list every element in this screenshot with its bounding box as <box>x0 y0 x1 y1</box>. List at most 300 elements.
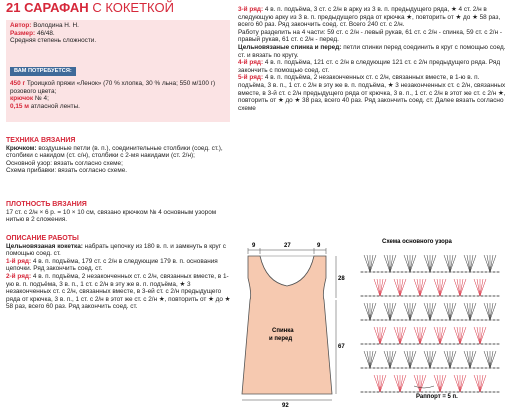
dc-stitch <box>430 351 436 368</box>
chain-stitch <box>401 367 404 369</box>
dc-stitch <box>474 375 480 392</box>
dc-stitch <box>460 327 466 344</box>
chain-stitch <box>457 343 460 345</box>
dc-stitch <box>410 351 413 368</box>
chain-stitch <box>421 295 424 297</box>
chain-stitch <box>465 319 468 321</box>
chain-stitch <box>401 343 404 345</box>
chain-stitch <box>365 295 368 297</box>
chain-stitch <box>457 319 460 321</box>
dc-stitch <box>427 255 430 272</box>
dc-stitch <box>470 303 476 320</box>
chain-stitch <box>365 271 368 273</box>
chain-stitch <box>401 271 404 273</box>
chain-stitch <box>373 367 376 369</box>
dc-stitch <box>470 255 473 272</box>
dc-stitch <box>467 255 470 272</box>
chain-stitch <box>481 391 484 393</box>
chain-stitch <box>421 319 424 321</box>
chain-stitch <box>405 271 408 273</box>
chain-stitch <box>361 391 364 393</box>
chain-stitch <box>385 391 388 393</box>
dc-stitch <box>454 327 460 344</box>
dc-stitch <box>437 375 440 392</box>
chain-stitch <box>477 367 480 369</box>
dc-stitch <box>404 303 410 320</box>
chain-stitch <box>421 367 424 369</box>
chain-stitch <box>465 271 468 273</box>
chain-stitch <box>373 343 376 345</box>
dc-stitch <box>490 303 493 320</box>
ribbon-amount: 0,15 м <box>10 102 29 110</box>
dc-stitch <box>420 375 426 392</box>
right-column <box>238 6 506 112</box>
dc-stitch <box>414 375 420 392</box>
dc-stitch <box>380 375 386 392</box>
chain-stitch <box>461 271 464 273</box>
chain-stitch <box>417 319 420 321</box>
dim-92: 92 <box>282 403 289 407</box>
dc-stitch <box>374 375 380 392</box>
chain-stitch <box>445 343 448 345</box>
author-value: Володина Н. Н. <box>33 22 79 29</box>
density-section <box>6 196 234 224</box>
chain-stitch <box>405 367 408 369</box>
chain-stitch <box>385 367 388 369</box>
page-title <box>6 0 174 15</box>
dc-stitch <box>374 327 380 344</box>
dc-stitch <box>460 375 463 392</box>
dc-stitch <box>394 279 400 296</box>
density-text: 17 ст. с 2/н × 6 р. = 10 × 10 см, связано крючком № 4 основным узором нитью в 2 сложения. <box>6 208 217 224</box>
chain-stitch <box>365 343 368 345</box>
chain-stitch <box>369 295 372 297</box>
dc-stitch <box>380 279 383 296</box>
dc-stitch <box>374 279 380 296</box>
dc-stitch <box>384 255 390 272</box>
chain-stitch <box>377 319 380 321</box>
label-back: Спинка <box>272 328 294 334</box>
dc-stitch <box>467 351 470 368</box>
dc-stitch <box>367 303 370 320</box>
dc-stitch <box>430 303 433 320</box>
chain-stitch <box>381 367 384 369</box>
dc-stitch <box>484 255 490 272</box>
dc-stitch <box>370 351 376 368</box>
body-label: Цельновязаные спинка и перед: <box>238 43 342 51</box>
dc-stitch <box>424 255 430 272</box>
chain-stitch <box>465 343 468 345</box>
dc-stitch <box>424 303 430 320</box>
chain-stitch <box>413 391 416 393</box>
garment-sketch <box>242 248 336 400</box>
chain-stitch <box>473 319 476 321</box>
chain-stitch <box>445 391 448 393</box>
chain-stitch <box>493 343 496 345</box>
chain-stitch <box>465 391 468 393</box>
chain-stitch <box>381 271 384 273</box>
title-name: САРАФАН <box>24 0 89 15</box>
dc-stitch <box>370 303 376 320</box>
chain-stitch <box>485 319 488 321</box>
chain-stitch <box>481 343 484 345</box>
chain-stitch <box>433 343 436 345</box>
dc-stitch <box>394 327 400 344</box>
dc-stitch <box>420 279 426 296</box>
dc-stitch <box>384 351 390 368</box>
chain-stitch <box>437 295 440 297</box>
chain-stitch <box>485 343 488 345</box>
dc-stitch <box>477 279 480 296</box>
chain-stitch <box>493 295 496 297</box>
chain-stitch <box>485 391 488 393</box>
dc-stitch <box>490 351 493 368</box>
chain-stitch <box>377 271 380 273</box>
dc-stitch <box>440 327 443 344</box>
chain-stitch <box>461 343 464 345</box>
chain-stitch <box>453 343 456 345</box>
technique-heading: ТЕХНИКА ВЯЗАНИЯ <box>6 137 76 144</box>
chain-stitch <box>365 391 368 393</box>
dc-stitch <box>464 303 470 320</box>
chain-stitch <box>497 295 500 297</box>
chain-stitch <box>473 391 476 393</box>
dc-stitch <box>367 351 370 368</box>
dc-stitch <box>400 279 403 296</box>
dc-stitch <box>364 351 370 368</box>
dc-stitch <box>434 327 440 344</box>
dc-stitch <box>490 255 496 272</box>
chain-stitch <box>425 343 428 345</box>
dc-stitch <box>364 303 370 320</box>
dc-stitch <box>470 351 476 368</box>
chain-stitch <box>397 295 400 297</box>
dc-stitch <box>370 303 373 320</box>
dc-stitch <box>410 303 413 320</box>
chain-stitch <box>493 271 496 273</box>
chain-stitch <box>469 391 472 393</box>
chain-stitch <box>457 391 460 393</box>
dc-stitch <box>390 351 396 368</box>
chain-stitch <box>373 295 376 297</box>
dc-stitch <box>467 303 470 320</box>
dc-stitch <box>460 279 463 296</box>
chain-stitch <box>425 271 428 273</box>
dc-stitch <box>417 327 420 344</box>
chain-stitch <box>497 343 500 345</box>
yarn-desc: Троицкой пряжи «Ленок» (70 % хлопка, 30 % льна; 550 м/100 г) розового цвета; <box>10 80 216 95</box>
dc-stitch <box>470 351 473 368</box>
dc-stitch <box>444 351 450 368</box>
chain-stitch <box>381 295 384 297</box>
figure-svg <box>238 236 506 407</box>
rapport-label: Раппорт = 5 п. <box>416 394 458 400</box>
dc-stitch <box>440 279 443 296</box>
dc-stitch <box>430 255 436 272</box>
chain-stitch <box>377 391 380 393</box>
row4-label: 4-й ряд: <box>238 59 264 67</box>
chain-stitch <box>377 343 380 345</box>
dc-stitch <box>380 375 383 392</box>
chain-stitch <box>361 271 364 273</box>
dc-stitch <box>474 327 480 344</box>
dc-stitch <box>487 351 490 368</box>
dim-67: 67 <box>338 344 345 350</box>
yoke-text: набрать цепочку из 180 в. п. и замкнуть в круг с помощью соед. ст. <box>6 242 226 258</box>
chain-stitch <box>489 343 492 345</box>
dc-stitch <box>437 327 440 344</box>
dc-stitch <box>484 351 490 368</box>
dc-stitch <box>397 327 400 344</box>
row2-text: 4 в. п. подъёма, 2 незаконченных ст. с 2/н, связанных вместе, в 1-ую в. п. подъёма, 3 в. п., 1 ст. с 2/н в эту же в. п. подъёма, ★ 3 незаконченных ст. с 2/н, связанных вместе, в 3-ей ст. с 2/н предыдущего ряда от крючка, 3 в. п., 1 ст. с 2/н в этот же ст. с 2/н ★, повторить от ★ до ★ 58 раз, всего 60 раз. Ряд закончить соед. ст. <box>6 272 231 311</box>
yoke-label: Цельновязаная кокетка: <box>6 242 83 250</box>
chain-stitch <box>453 319 456 321</box>
dc-stitch <box>437 279 440 296</box>
dc-stitch <box>420 327 423 344</box>
dc-stitch <box>484 303 490 320</box>
dc-stitch <box>450 255 453 272</box>
chain-stitch <box>413 343 416 345</box>
dc-stitch <box>380 327 383 344</box>
materials-badge: ВАМ ПОТРЕБУЕТСЯ: <box>10 67 76 76</box>
chain-stitch <box>445 295 448 297</box>
dc-stitch <box>410 351 416 368</box>
chain-stitch <box>361 367 364 369</box>
chain-stitch <box>481 295 484 297</box>
schema-title: Схема основного узора <box>382 239 452 245</box>
chain-stitch <box>477 391 480 393</box>
dc-stitch <box>464 255 470 272</box>
chain-stitch <box>401 319 404 321</box>
chain-stitch <box>433 295 436 297</box>
chain-stitch <box>393 391 396 393</box>
title-sub: С КОКЕТКОЙ <box>92 0 174 15</box>
chain-stitch <box>437 391 440 393</box>
chain-stitch <box>489 295 492 297</box>
dc-stitch <box>460 279 466 296</box>
chain-stitch <box>405 391 408 393</box>
chain-stitch <box>365 319 368 321</box>
chain-stitch <box>445 271 448 273</box>
dc-stitch <box>487 303 490 320</box>
chain-stitch <box>477 271 480 273</box>
dc-stitch <box>394 375 400 392</box>
chain-stitch <box>417 343 420 345</box>
dc-stitch <box>390 351 393 368</box>
chain-stitch <box>397 319 400 321</box>
dc-stitch <box>380 279 386 296</box>
chain-stitch <box>377 295 380 297</box>
dc-stitch <box>474 279 480 296</box>
dc-stitch <box>430 351 433 368</box>
chain-stitch <box>497 271 500 273</box>
dc-stitch <box>470 303 473 320</box>
chain-stitch <box>381 343 384 345</box>
hook-label: крючок <box>10 95 34 103</box>
figure-area <box>238 236 506 407</box>
chain-stitch <box>373 319 376 321</box>
dc-stitch <box>450 255 456 272</box>
dc-stitch <box>470 255 476 272</box>
chain-stitch <box>497 319 500 321</box>
dim-9-right: 9 <box>317 243 321 249</box>
chain-stitch <box>413 271 416 273</box>
dc-stitch <box>420 327 426 344</box>
chain-stitch <box>361 319 364 321</box>
row1-text: 4 в. п. подъёма, 179 ст. с 2/н в следующие 179 в. п. основания цепочки. Ряд закончить соед. ст. <box>6 257 218 273</box>
size-value: 46/48. <box>36 29 55 37</box>
chain-stitch <box>385 319 388 321</box>
chain-stitch <box>473 271 476 273</box>
chain-stitch <box>437 367 440 369</box>
dc-stitch <box>430 255 433 272</box>
dim-27: 27 <box>284 243 291 249</box>
chain-stitch <box>433 367 436 369</box>
chain-stitch <box>389 343 392 345</box>
chain-stitch <box>485 367 488 369</box>
row4-text: 4 в. п. подъёма, 121 ст. с 2/н в следующие 121 ст. с 2/н предыдущего ряда. Ряд закончить с помощью соед. ст. <box>238 59 501 74</box>
chain-stitch <box>441 295 444 297</box>
hook-size: № 4; <box>34 95 49 103</box>
dc-stitch <box>400 327 403 344</box>
dc-stitch <box>370 255 376 272</box>
chain-stitch <box>449 391 452 393</box>
chain-stitch <box>397 343 400 345</box>
dc-stitch <box>387 303 390 320</box>
chain-stitch <box>393 271 396 273</box>
dc-stitch <box>380 327 386 344</box>
dc-stitch <box>407 351 410 368</box>
yarn-amount: 450 г <box>10 80 26 87</box>
dc-stitch <box>417 375 420 392</box>
chain-stitch <box>385 271 388 273</box>
chain-stitch <box>481 367 484 369</box>
crochet-label: Крючком: <box>6 144 37 152</box>
dc-stitch <box>417 279 420 296</box>
chain-stitch <box>393 343 396 345</box>
dc-stitch <box>450 303 456 320</box>
chain-stitch <box>445 319 448 321</box>
chain-stitch <box>437 343 440 345</box>
dc-stitch <box>414 327 420 344</box>
dc-stitch <box>387 255 390 272</box>
dc-stitch <box>440 279 446 296</box>
chain-stitch <box>421 391 424 393</box>
chain-stitch <box>441 343 444 345</box>
chain-stitch <box>461 391 464 393</box>
dc-stitch <box>400 375 403 392</box>
chain-stitch <box>453 295 456 297</box>
dc-stitch <box>397 279 400 296</box>
chain-stitch <box>465 295 468 297</box>
description-section <box>6 230 234 311</box>
chain-stitch <box>433 271 436 273</box>
chain-stitch <box>453 391 456 393</box>
chain-stitch <box>441 271 444 273</box>
row3-text: 4 в. п. подъёма, 3 ст. с 2/н в арку из 3 в. п. предыдущего ряда, ★ 4 ст. 2/н в следующую арку из 3 в. п. предыдущего ряда от крючка ★, повторить от ★ до ★ 58 раз, всего 60 раз. Ряд закончить соед. ст. Всего 240 ст. с 2/н. <box>238 6 501 29</box>
chain-stitch <box>489 391 492 393</box>
chain-stitch <box>421 271 424 273</box>
dc-stitch <box>377 327 380 344</box>
dc-stitch <box>440 375 443 392</box>
chain-stitch <box>369 391 372 393</box>
chain-stitch <box>497 367 500 369</box>
chain-stitch <box>393 319 396 321</box>
dc-stitch <box>450 351 456 368</box>
chain-stitch <box>385 343 388 345</box>
dc-stitch <box>390 303 393 320</box>
chain-stitch <box>461 319 464 321</box>
dc-stitch <box>444 255 450 272</box>
dc-stitch <box>424 351 430 368</box>
chain-stitch <box>409 295 412 297</box>
chain-stitch <box>365 367 368 369</box>
dc-stitch <box>407 255 410 272</box>
chain-stitch <box>441 367 444 369</box>
dc-stitch <box>410 255 413 272</box>
dc-stitch <box>390 303 396 320</box>
chain-stitch <box>381 391 384 393</box>
dc-stitch <box>404 255 410 272</box>
chain-stitch <box>397 271 400 273</box>
dc-stitch <box>410 255 416 272</box>
dc-stitch <box>460 375 466 392</box>
dc-stitch <box>480 327 486 344</box>
row5-label: 5-й ряд: <box>238 74 264 82</box>
dc-stitch <box>457 375 460 392</box>
chain-stitch <box>497 391 500 393</box>
row1-label: 1-й ряд: <box>6 257 32 265</box>
chain-stitch <box>393 367 396 369</box>
difficulty: Средняя степень сложности. <box>10 37 97 45</box>
dc-stitch <box>367 255 370 272</box>
chain-stitch <box>433 319 436 321</box>
chain-stitch <box>473 295 476 297</box>
chain-stitch <box>405 343 408 345</box>
materials-list <box>10 80 226 110</box>
pattern-number: 21 <box>6 0 21 15</box>
chain-stitch <box>425 391 428 393</box>
chain-stitch <box>449 295 452 297</box>
chain-stitch <box>473 343 476 345</box>
dc-stitch <box>444 303 450 320</box>
dc-stitch <box>364 255 370 272</box>
chain-stitch <box>409 343 412 345</box>
chain-stitch <box>417 367 420 369</box>
dc-stitch <box>414 279 420 296</box>
chain-stitch <box>493 391 496 393</box>
dc-stitch <box>447 255 450 272</box>
dc-stitch <box>490 303 496 320</box>
body-text: петли спинки перед соединить в круг с помощью соед. ст. и вязать по кругу. <box>238 43 506 59</box>
chain-stitch <box>429 295 432 297</box>
chain-stitch <box>389 295 392 297</box>
chain-stitch <box>461 295 464 297</box>
chain-stitch <box>425 367 428 369</box>
chain-stitch <box>445 367 448 369</box>
chain-stitch <box>409 391 412 393</box>
chain-stitch <box>429 391 432 393</box>
dc-stitch <box>490 351 496 368</box>
dim-9-left: 9 <box>252 243 256 249</box>
chain-stitch <box>477 295 480 297</box>
dc-stitch <box>480 279 483 296</box>
author-label: Автор: <box>10 22 32 29</box>
dc-stitch <box>400 375 406 392</box>
dc-stitch <box>427 303 430 320</box>
chain-stitch <box>401 295 404 297</box>
chain-stitch <box>417 391 420 393</box>
